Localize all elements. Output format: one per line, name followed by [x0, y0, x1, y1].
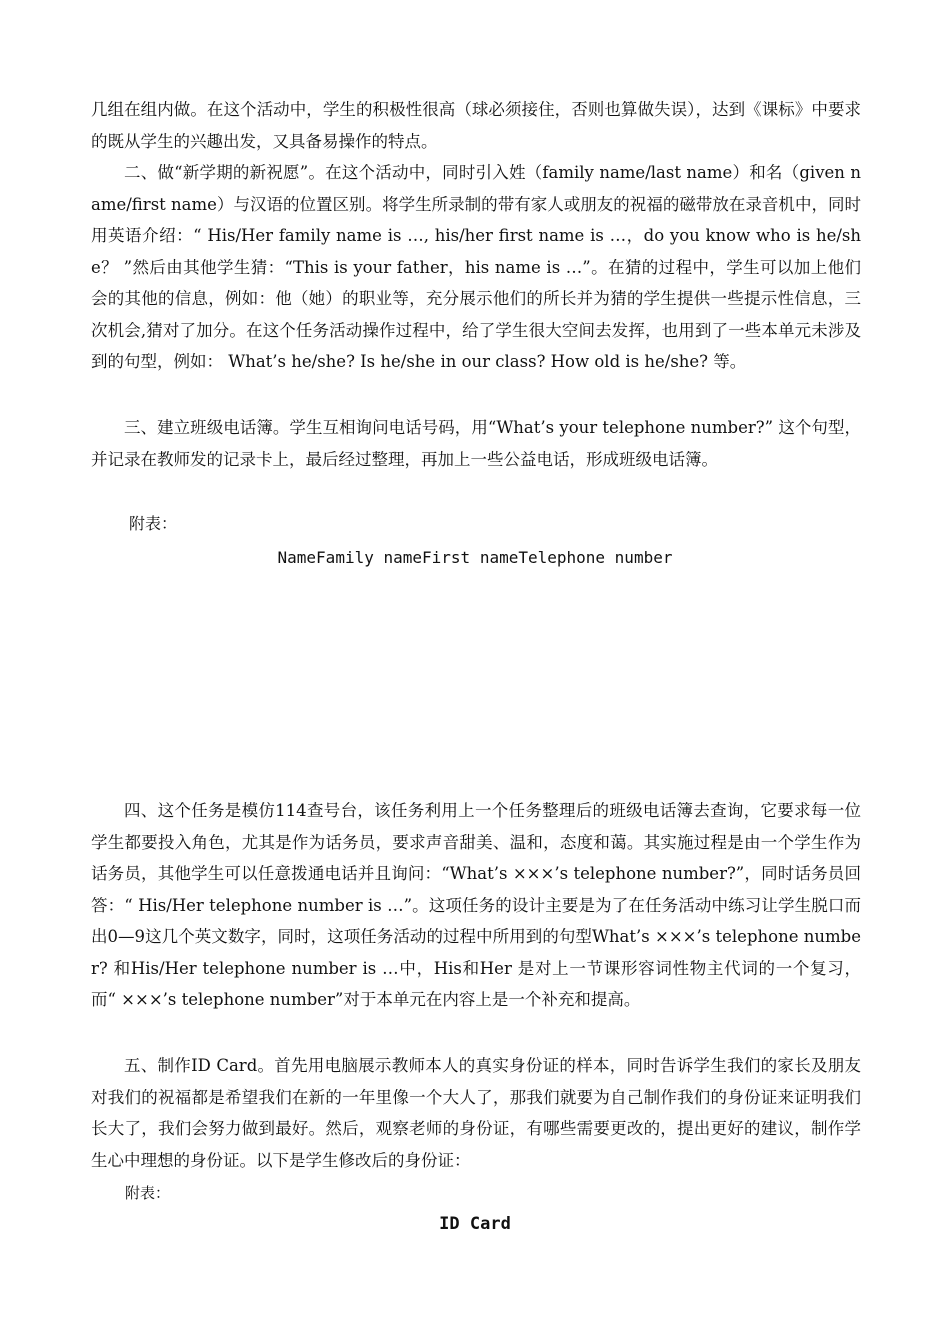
appendix-label: 附表：	[129, 514, 178, 533]
paragraph-task-three: 三、建立班级电话簿。学生互相询问电话号码，用“What’s your telephone number?” 这个句型，并记录在教师发的记录卡上，最后经过整理，再加上一些公益电话，形成班级电话簿。	[91, 418, 861, 469]
column-header-telephone-number: Telephone number	[518, 548, 673, 567]
column-header-name: Name	[277, 548, 317, 567]
column-header-first-name: First name	[422, 548, 519, 567]
column-header-family-name: Family name	[316, 548, 423, 567]
paragraph-task-two: 二、做“新学期的新祝愿”。在这个活动中，同时引入姓（family name/last name）和名（given name/first name）与汉语的位置区别。将学生所录制的带有家人或朋友的祝福的磁带放在录音机中，同时用英语介绍：“ His/Her family name is …, his/her first name is …，do you know who is he/she？ ”然后由其他学生猜：“This is your father，his name is …”。在猜的过程中，学生可以加上他们会的其他的信息，例如：他（她）的职业等，充分展示他们的所长并为猜的学生提供一些提示性信息，三次机会,猜对了加分。在这个任务活动操作过程中，给了学生很大空间去发挥，也用到了一些本单元未涉及到的句型，例如： What’s he/she? Is he/she in our class? How old is he/she? 等。	[91, 163, 861, 371]
paragraph-task-four: 四、这个任务是模仿114查号台，该任务利用上一个任务整理后的班级电话簿去查询，它要求每一位学生都要投入角色，尤其是作为话务员，要求声音甜美、温和，态度和蔼。其实施过程是由一个学生作为话务员，其他学生可以任意拨通电话并且询问：“What’s ×××’s telephone number?”，同时话务员回答：“ His/Her telephone number is …”。这项任务的设计主要是为了在任务活动中练习让学生脱口而出0—9这几个英文数字，同时，这项任务活动的过程中所用到的句型What’s ×××’s telephone number? 和His/Her telephone number is …中，His和Her 是对上一节课形容词性物主代词的一个复习，而“ ×××’s telephone number”对于本单元在内容上是一个补充和提高。	[91, 801, 861, 1009]
id-card-title: ID Card	[439, 1214, 511, 1234]
phonebook-table-header	[0, 548, 950, 567]
appendix-label-2: 附表：	[125, 1184, 171, 1202]
paragraph-task-five: 五、制作ID Card。首先用电脑展示教师本人的真实身份证的样本，同时告诉学生我们的家长及朋友对我们的祝福都是希望我们在新的一年里像一个大人了，那我们就要为自己制作我们的身份证来证明我们长大了，我们会努力做到最好。然后，观察老师的身份证，有哪些需要更改的，提出更好的建议，制作学生心中理想的身份证。以下是学生修改后的身份证：	[91, 1056, 861, 1170]
paragraph-intro-continuation: 几组在组内做。在这个活动中，学生的积极性很高（球必须接住，否则也算做失误），达到《课标》中要求的既从学生的兴趣出发，又具备易操作的特点。	[91, 100, 861, 151]
